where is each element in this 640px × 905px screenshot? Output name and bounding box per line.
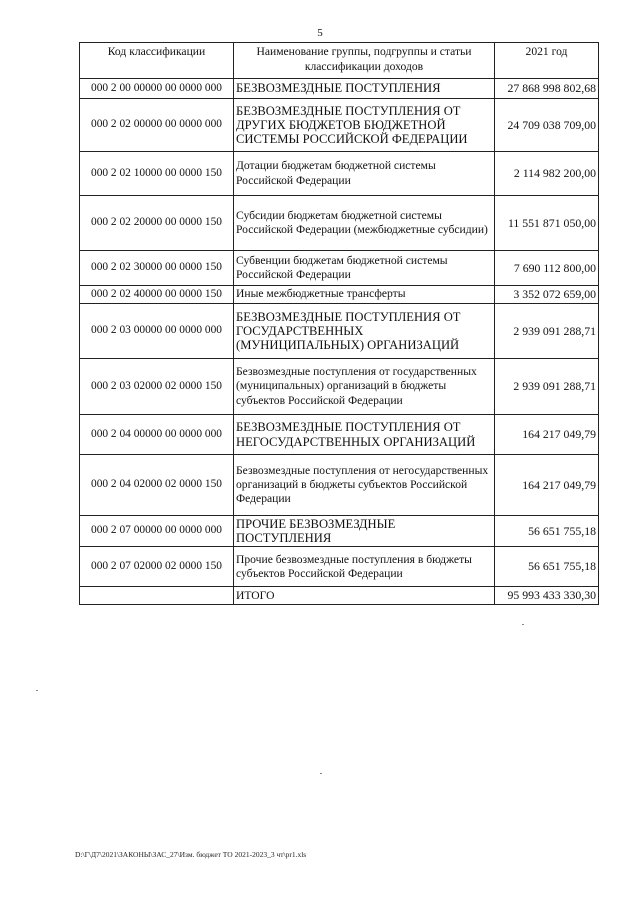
row-code: 000 2 03 00000 00 0000 000	[80, 304, 234, 359]
row-name: Безвозмездные поступления от государственных (муниципальных) организаций в бюджеты субъектов Российской Федерации	[234, 359, 495, 415]
total-row	[80, 587, 599, 605]
row-amount: 24 709 038 709,00	[495, 99, 599, 152]
row-code: 000 2 03 02000 02 0000 150	[80, 359, 234, 415]
row-amount: 7 690 112 800,00	[495, 251, 599, 286]
row-name: Субвенции бюджетам бюджетной системы Российской Федерации	[234, 251, 495, 286]
scan-speck	[320, 773, 322, 774]
table-row	[80, 455, 599, 516]
scan-speck	[36, 690, 38, 691]
table-row	[80, 415, 599, 455]
row-code: 000 2 02 20000 00 0000 150	[80, 196, 234, 251]
row-name: БЕЗВОЗМЕЗДНЫЕ ПОСТУПЛЕНИЯ ОТ ГОСУДАРСТВЕННЫХ (МУНИЦИПАЛЬНЫХ) ОРГАНИЗАЦИЙ	[234, 304, 495, 359]
row-code: 000 2 00 00000 00 0000 000	[80, 79, 234, 99]
row-name: БЕЗВОЗМЕЗДНЫЕ ПОСТУПЛЕНИЯ ОТ ДРУГИХ БЮДЖЕТОВ БЮДЖЕТНОЙ СИСТЕМЫ РОССИЙСКОЙ ФЕДЕРАЦИИ	[234, 99, 495, 152]
scan-speck	[522, 624, 524, 625]
row-name: БЕЗВОЗМЕЗДНЫЕ ПОСТУПЛЕНИЯ ОТ НЕГОСУДАРСТВЕННЫХ ОРГАНИЗАЦИЙ	[234, 415, 495, 455]
table-row	[80, 286, 599, 304]
row-amount: 164 217 049,79	[495, 415, 599, 455]
row-name: Иные межбюджетные трансферты	[234, 286, 495, 304]
row-amount: 11 551 871 050,00	[495, 196, 599, 251]
row-code: 000 2 07 00000 00 0000 000	[80, 516, 234, 547]
table-row	[80, 99, 599, 152]
header-code: Код классификации	[80, 43, 234, 79]
row-code: 000 2 07 02000 02 0000 150	[80, 547, 234, 587]
row-code: 000 2 02 00000 00 0000 000	[80, 99, 234, 152]
row-name: Безвозмездные поступления от негосударственных организаций в бюджеты субъектов Российской Федерации	[234, 455, 495, 516]
page-number: 5	[317, 27, 323, 39]
row-amount: 56 651 755,18	[495, 547, 599, 587]
footer-file-path: D:\Г\Д7\2021\ЗАКОНЫ\ЗАС_27\Изм. бюджет ТО 2021-2023_3 чт\pr1.xls	[75, 850, 307, 859]
row-amount: 3 352 072 659,00	[495, 286, 599, 304]
total-amount: 95 993 433 330,30	[495, 587, 599, 605]
row-amount: 27 868 998 802,68	[495, 79, 599, 99]
header-name: Наименование группы, подгруппы и статьи классификации доходов	[234, 43, 495, 79]
row-code: 000 2 04 02000 02 0000 150	[80, 455, 234, 516]
table-row	[80, 196, 599, 251]
row-amount: 2 114 982 200,00	[495, 152, 599, 196]
revenue-table	[79, 42, 599, 605]
row-code: 000 2 02 30000 00 0000 150	[80, 251, 234, 286]
table-row	[80, 516, 599, 547]
table-row	[80, 251, 599, 286]
table-row	[80, 547, 599, 587]
row-amount: 56 651 755,18	[495, 516, 599, 547]
row-code: 000 2 04 00000 00 0000 000	[80, 415, 234, 455]
table-row	[80, 359, 599, 415]
table-row	[80, 79, 599, 99]
row-name: БЕЗВОЗМЕЗДНЫЕ ПОСТУПЛЕНИЯ	[234, 79, 495, 99]
row-amount: 2 939 091 288,71	[495, 304, 599, 359]
row-amount: 164 217 049,79	[495, 455, 599, 516]
row-name: Прочие безвозмездные поступления в бюджеты субъектов Российской Федерации	[234, 547, 495, 587]
total-empty-cell	[80, 587, 234, 605]
row-name: ПРОЧИЕ БЕЗВОЗМЕЗДНЫЕ ПОСТУПЛЕНИЯ	[234, 516, 495, 547]
row-name: Субсидии бюджетам бюджетной системы Российской Федерации (межбюджетные субсидии)	[234, 196, 495, 251]
row-amount: 2 939 091 288,71	[495, 359, 599, 415]
row-code: 000 2 02 10000 00 0000 150	[80, 152, 234, 196]
table-row	[80, 304, 599, 359]
total-label: ИТОГО	[234, 587, 495, 605]
row-name: Дотации бюджетам бюджетной системы Российской Федерации	[234, 152, 495, 196]
header-amount: 2021 год	[495, 43, 599, 79]
table-row	[80, 152, 599, 196]
table-header-row	[80, 43, 599, 79]
row-code: 000 2 02 40000 00 0000 150	[80, 286, 234, 304]
